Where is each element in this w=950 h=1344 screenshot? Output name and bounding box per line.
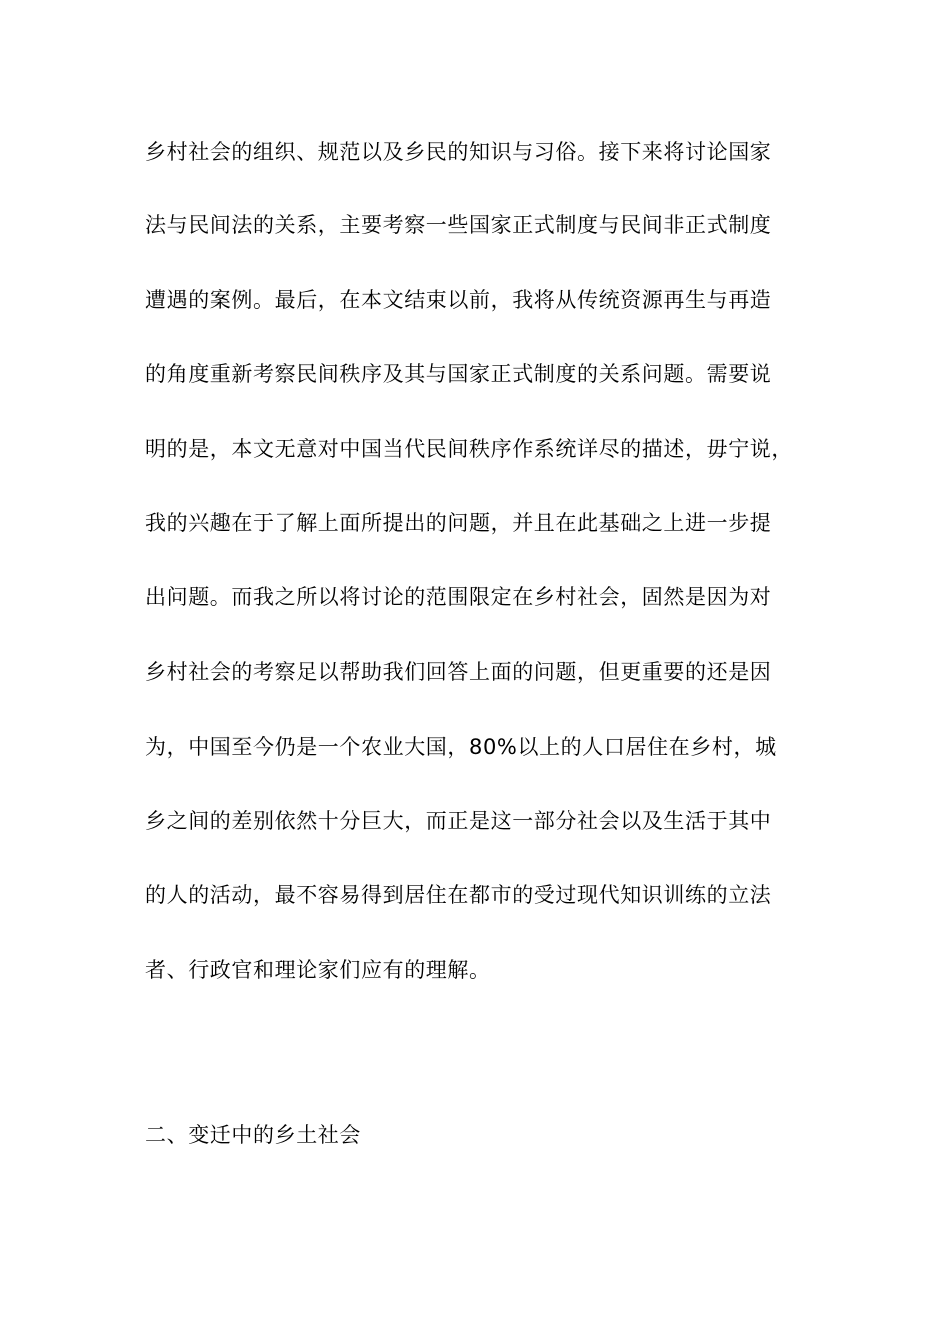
paragraph-line: 出问题。而我之所以将讨论的范围限定在乡村社会，固然是因为对: [145, 585, 772, 609]
paragraph-line: 的人的活动，最不容易得到居住在都市的受过现代知识训练的立法: [145, 883, 772, 907]
paragraph-line: 明的是，本文无意对中国当代民间秩序作系统详尽的描述，毋宁说，: [145, 437, 793, 461]
paragraph-line: 乡村社会的考察足以帮助我们回答上面的问题，但更重要的还是因: [145, 660, 772, 684]
section-heading: 二、变迁中的乡土社会: [145, 1123, 361, 1147]
paragraph-line: 的角度重新考察民间秩序及其与国家正式制度的关系问题。需要说: [145, 362, 772, 386]
paragraph-line: 为，中国至今仍是一个农业大国，80%以上的人口居住在乡村，城: [145, 735, 777, 759]
paragraph-line: 者、行政官和理论家们应有的理解。: [145, 958, 491, 982]
paragraph-line: 乡村社会的组织、规范以及乡民的知识与习俗。接下来将讨论国家: [145, 140, 772, 164]
paragraph-line: 我的兴趣在于了解上面所提出的问题，并且在此基础之上进一步提: [145, 511, 772, 535]
paragraph-line: 法与民间法的关系，主要考察一些国家正式制度与民间非正式制度: [145, 213, 772, 237]
paragraph-line: 乡之间的差别依然十分巨大，而正是这一部分社会以及生活于其中: [145, 809, 772, 833]
paragraph-line: 遭遇的案例。最后，在本文结束以前，我将从传统资源再生与再造: [145, 288, 772, 312]
